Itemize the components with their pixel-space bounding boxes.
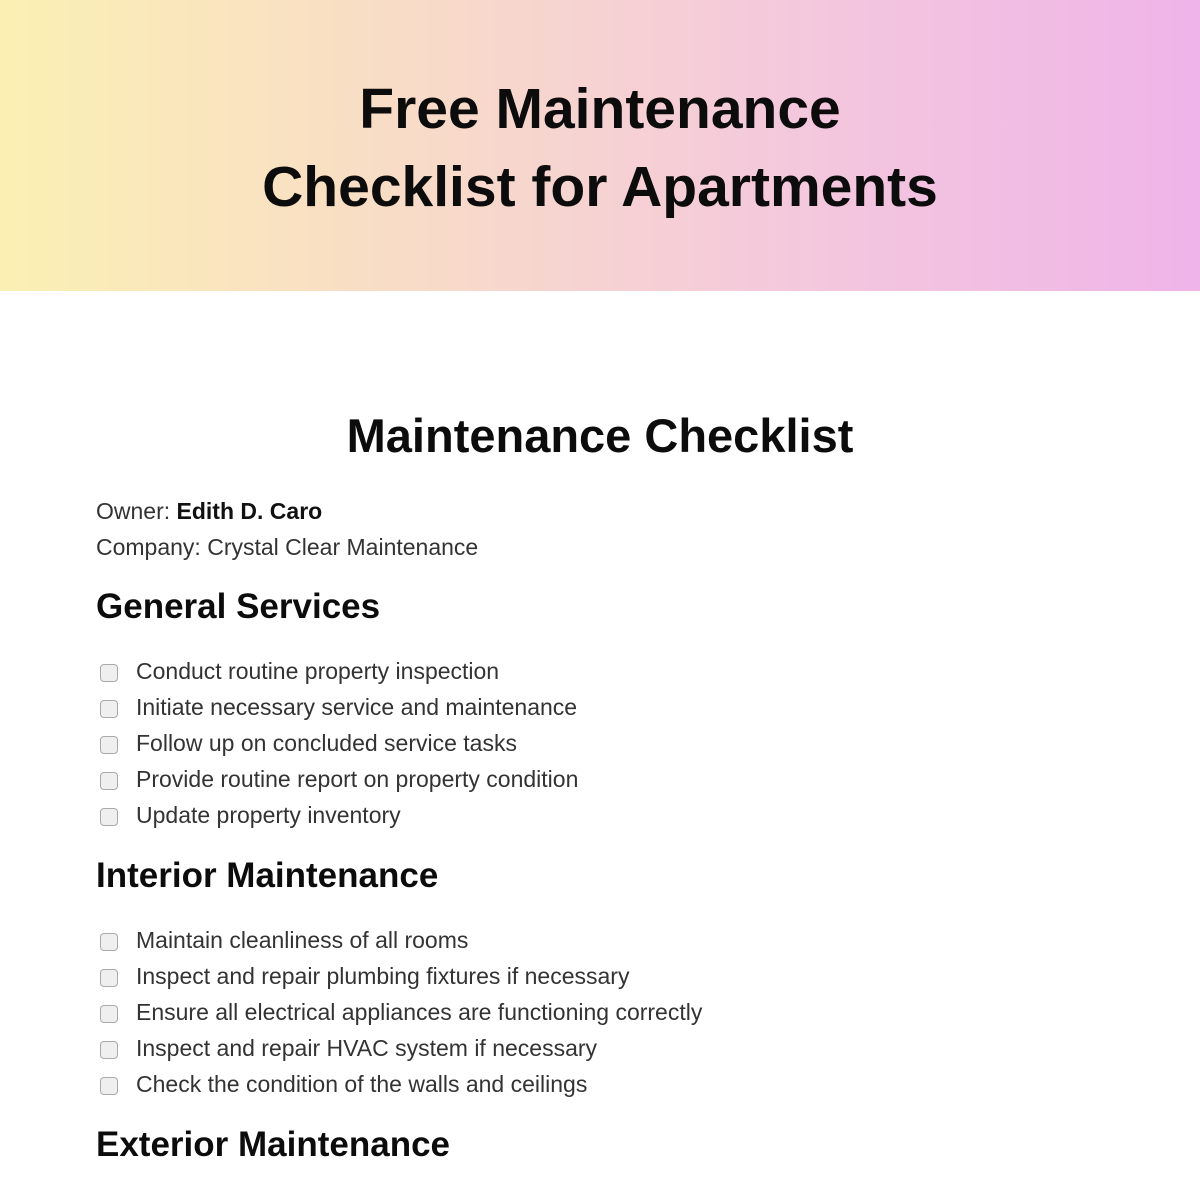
checkbox[interactable] [100,808,118,826]
checklist-item-label: Conduct routine property inspection [136,657,500,684]
checkbox[interactable] [100,969,118,987]
owner-name: Edith D. Caro [176,498,323,524]
checklist-item [100,1066,702,1102]
header-banner [0,0,1200,291]
checklist-item-label: Inspect and repair HVAC system if necessary [136,1034,598,1061]
checklist-item [100,689,578,725]
checklist-item [100,653,578,689]
owner-label: Owner: [96,498,171,524]
checklist-item-label: Initiate necessary service and maintenance [136,693,578,720]
checklist-item [100,1030,702,1066]
checklist-item [100,958,702,994]
section-heading-general-services: General Services [96,587,381,626]
section-heading-interior-maintenance: Interior Maintenance [96,856,439,895]
checklist-item-label: Follow up on concluded service tasks [136,729,517,756]
checkbox[interactable] [100,736,118,754]
checklist-item [100,797,578,833]
banner-title-line-2: Checklist for Apartments [262,155,938,219]
section-heading-exterior-maintenance: Exterior Maintenance [96,1125,450,1164]
checklist-item-label: Update property inventory [136,801,401,828]
checklist-item-label: Provide routine report on property condition [136,765,579,792]
company-line [96,532,478,562]
checkbox[interactable] [100,933,118,951]
checkbox[interactable] [100,1077,118,1095]
banner-title-line-1: Free Maintenance [359,77,841,141]
company-name: Crystal Clear Maintenance [207,534,479,560]
checklist-interior-maintenance [100,922,702,1102]
checkbox[interactable] [100,1041,118,1059]
checklist-item [100,761,578,797]
checklist-item-label: Inspect and repair plumbing fixtures if necessary [136,962,630,989]
checklist-item [100,922,702,958]
checklist-item [100,725,578,761]
checkbox[interactable] [100,1005,118,1023]
checklist-item [100,994,702,1030]
banner-title [0,70,1200,226]
company-label: Company: [96,534,201,560]
checklist-item-label: Check the condition of the walls and ceilings [136,1070,588,1097]
owner-line [96,496,322,526]
checkbox[interactable] [100,700,118,718]
checkbox[interactable] [100,664,118,682]
checklist-general-services [100,653,578,833]
checklist-item-label: Ensure all electrical appliances are functioning correctly [136,998,703,1025]
checklist-item-label: Maintain cleanliness of all rooms [136,926,469,953]
checkbox[interactable] [100,772,118,790]
document-title: Maintenance Checklist [346,409,854,462]
